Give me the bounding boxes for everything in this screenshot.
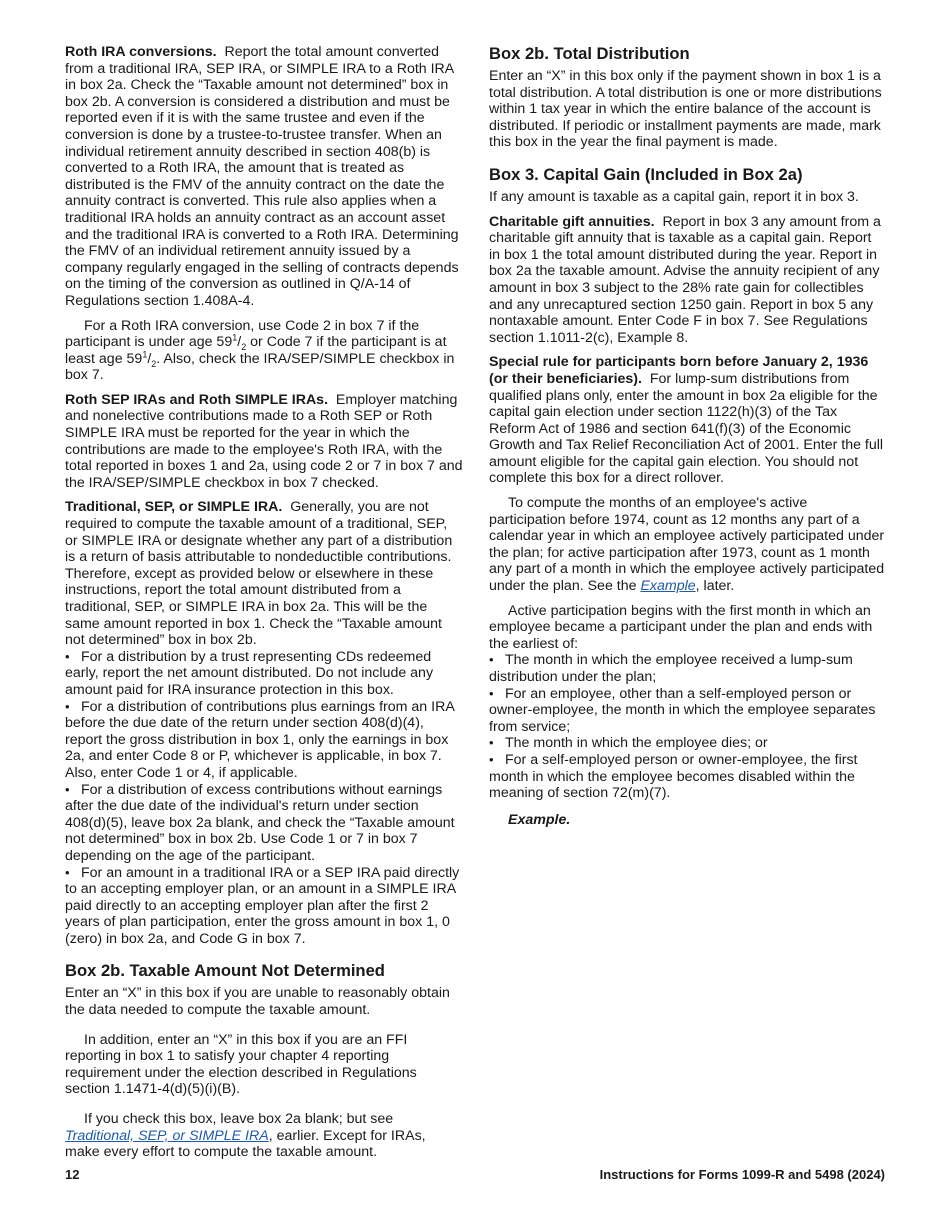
roth-conversions-text: Report the total amount converted from a traditional IRA, SEP IRA, or SIMPLE IRA to a Roth IRA in box 2a. Check the “Taxable amount not determined” box in box 2b. A conversion is considered a distribution and must be reported even if it is with the same trustee and even if the conversion is done by a trustee-to-trustee transfer. When an individual retirement annuity described in section 408(b) is converted to a Roth IRA, the amount that is treated as distributed is the FMV of the annuity contract on the date the annuity contract is converted. This rule also applies when a traditional IRA holds an annuity contract as an account asset and the traditional IRA is converted to a Roth IRA. Determining the FMV of an individual retirement annuity issued by a company regularly engaged in the selling of contracts depends on the timing of the conversion as outlined in Q/A-14 of Regulations section 1.408A-4.	[65, 44, 459, 309]
traditional-ira-heading: Traditional, SEP, or SIMPLE IRA.	[65, 499, 283, 516]
months-paragraph	[489, 495, 885, 595]
list-item: • For a distribution of contributions plus earnings from an IRA before the due date of the return under section 408(d)(4), report the gross distribution in box 1, only the earnings in box 2a, and enter Code 8 or P, whichever is applicable, in box 7. Also, enter Code 1 or 4, if applicable.	[65, 699, 463, 782]
roth-code-text-c: . Also, check the IRA/SEP/SIMPLE checkbox in box 7.	[65, 350, 455, 384]
box3-heading: Box 3. Capital Gain (Included in Box 2a)	[489, 164, 803, 184]
months-text: To compute the months of an employee's active participation before 1974, count as 12 months any part of a calendar year in which an employee actively participated under the plan; for active participation after 1973, count as 1 month any part of a month in which the employee actively participated under the plan. See the	[489, 495, 885, 595]
list-item: • For a distribution of excess contributions without earnings after the due date of the individual's return under section 408(d)(5), leave box 2a blank, and check the “Taxable amount not determined” box in box 2b. Use Code 1 or 7 in box 7 depending on the age of the participant.	[65, 782, 463, 865]
fraction-numerator: 1	[142, 348, 148, 359]
box2b-taxable-p2: In addition, enter an “X” in this box if you are an FFI reporting in box 1 to satisfy your chapter 4 reporting requirement under the election described in Regulations section 1.1471-4(d)(5)(i)(B).	[65, 1031, 417, 1098]
right-column	[489, 44, 885, 836]
charitable-paragraph	[489, 214, 885, 347]
traditional-ira-text: Generally, you are not required to compute the taxable amount of a traditional, SEP, or SIMPLE IRA or designate whether any part of a distribution is a return of basis attributable to nondeductible contributions. Therefore, except as provided below or elsewhere in these instructions, report the total amount distributed from a traditional, SEP, or SIMPLE IRA in box 2a. This will be the same amount reported in box 1. Check the “Taxable amount not determined” box in box 2b.	[65, 499, 453, 649]
example-link[interactable]: Example	[640, 578, 696, 595]
box2b-taxable-heading: Box 2b. Taxable Amount Not Determined	[65, 961, 385, 981]
page-footer	[65, 1167, 885, 1182]
special-rule-text: For lump-sum distributions from qualified plans only, enter the amount in box 2a eligible for the capital gain election under section 1122(h)(3) of the Tax Reform Act of 1986 and section 641(f)(3) of the Economic Growth and Tax Relief Reconciliation Act of 2001. Enter the full amount eligible for the capital gain election. You should not complete this box for a direct rollover.	[489, 370, 884, 487]
left-column	[65, 44, 463, 1169]
roth-conversions-paragraph	[65, 44, 463, 310]
box2b-taxable-p3-text: If you check this box, leave box 2a blank; but see	[84, 1111, 394, 1128]
roth-sep-text: Employer matching and nonelective contributions made to a Roth SEP or Roth SIMPLE IRA must be reported for the year in which the contributions are made to the employee's Roth IRA, with the total reported in boxes 1 and 2a, using code 2 or 7 in box 7 and the IRA/SEP/SIMPLE checkbox in box 7 checked.	[65, 391, 463, 491]
box2b-taxable-p3-text-end: , earlier. Except for IRAs, make every effort to compute the taxable amount.	[65, 1127, 426, 1161]
months-text-end: , later.	[695, 578, 735, 595]
box2b-total-text: Enter an “X” in this box only if the payment shown in box 1 is a total distribution. A total distribution is one or more distributions within 1 tax year in which the entire balance of the account is distributed. If periodic or installment payments are made, mark this box in the year the final payment is made.	[489, 68, 882, 151]
traditional-ira-link[interactable]: Traditional, SEP, or SIMPLE IRA	[65, 1127, 269, 1144]
box3-text: If any amount is taxable as a capital gain, report it in box 3.	[489, 188, 859, 205]
special-rule-paragraph	[489, 354, 885, 487]
list-item: • The month in which the employee dies; or	[489, 735, 885, 752]
page-number: 12	[65, 1167, 80, 1182]
roth-code-text-a: For a Roth IRA conversion, use Code 2 in box 7 if the participant is under age 59	[65, 317, 420, 351]
roth-conversions-heading: Roth IRA conversions.	[65, 44, 217, 60]
list-item: • For a self-employed person or owner-employee, the first month in which the employee becomes disabled within the meaning of section 72(m)(7).	[489, 752, 885, 802]
box2b-taxable-p3	[65, 1111, 463, 1161]
list-item: • For an amount in a traditional IRA or a SEP IRA paid directly to an accepting employer plan, or an amount in a SIMPLE IRA paid directly to an accepting employer plan after the first 2 years of plan participation, enter the gross amount in box 1, 0 (zero) in box 2a, and Code G in box 7.	[65, 865, 463, 948]
charitable-text: Report in box 3 any amount from a charitable gift annuity that is taxable as a capital gain. Report in box 1 the total amount distributed during the year. Report in box 2a the taxable amount. Advise the annuity recipient of any amount in box 3 subject to the 28% rate gain for collectibles and any unrecaptured section 1250 gain. Report in box 5 any nontaxable amount. Enter Code F in box 7. See Regulations section 1.1011-2(c), Example 8.	[489, 213, 881, 346]
charitable-heading: Charitable gift annuities.	[489, 213, 655, 230]
special-rule-heading: Special rule for participants born before January 2, 1936 (or their beneficiaries).	[489, 354, 869, 387]
list-item: • For a distribution by a trust representing CDs redeemed early, report the net amount distributed. Do not include any amount paid for IRA insurance protection in this box.	[65, 649, 463, 699]
example-label: Example.	[508, 811, 571, 828]
list-item: • The month in which the employee received a lump-sum distribution under the plan;	[489, 652, 885, 685]
list-item: • For an employee, other than a self-employed person or owner-employee, the month in which the employee separates from service;	[489, 686, 885, 736]
box2b-taxable-p1: Enter an “X” in this box if you are unable to reasonably obtain the data needed to compute the taxable amount.	[65, 985, 450, 1019]
active-participation-intro: Active participation begins with the first month in which an employee became a participant under the plan and ends with the earliest of:	[489, 602, 873, 652]
traditional-ira-paragraph	[65, 499, 463, 648]
fraction-denominator: 2	[151, 358, 157, 369]
document-title: Instructions for Forms 1099-R and 5498 (2024)	[599, 1167, 885, 1182]
fraction-numerator: 1	[232, 332, 238, 343]
roth-sep-paragraph	[65, 392, 463, 492]
roth-sep-heading: Roth SEP IRAs and Roth SIMPLE IRAs.	[65, 391, 329, 408]
roth-code-paragraph: For a Roth IRA conversion, use Code 2 in box 7 if the participant is under age $59^1/_2$ or Code 7 if the participant is at least age $59^1/_2$. Also, check the IRA/SEP/SIMPLE checkbox in box 7.	[65, 317, 455, 384]
roth-code-text-b: or Code 7 if the participant is at least age 59	[65, 334, 447, 367]
fraction-denominator: 2	[241, 341, 247, 352]
box2b-total-heading: Box 2b. Total Distribution	[489, 44, 690, 63]
